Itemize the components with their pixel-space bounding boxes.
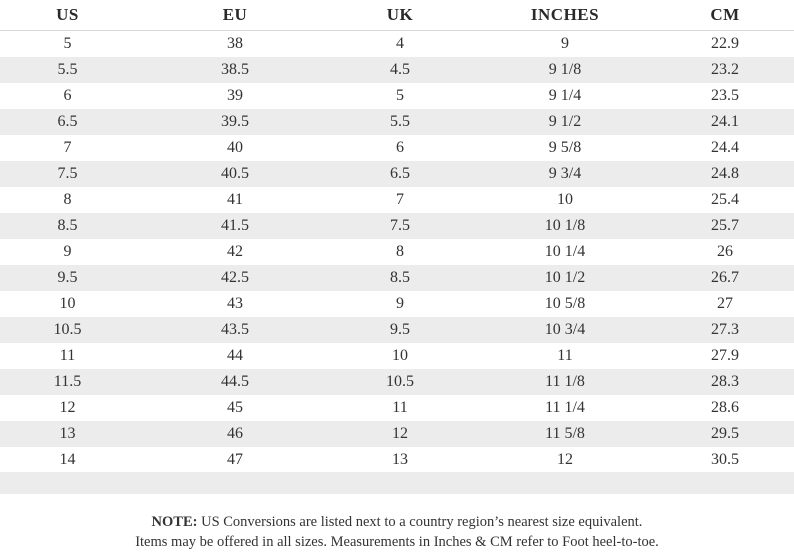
table-row [0,31,794,57]
cell-eu: 47 [227,451,243,468]
table-row [0,265,794,291]
cell-eu: 40 [227,139,243,156]
table-row [0,109,794,135]
cell-cm: 27 [717,295,733,312]
cell-cm: 29.5 [711,425,739,442]
cell-cm: 23.5 [711,87,739,104]
cell-us: 9.5 [57,269,78,286]
table-footer-band [0,472,794,494]
cell-eu: 41.5 [221,217,249,234]
table-row [0,317,794,343]
cell-cm: 24.4 [711,139,739,156]
cell-us: 10 [59,295,76,312]
cell-uk: 10.5 [386,373,414,390]
cell-cm: 24.8 [711,165,739,182]
cell-uk: 8 [396,243,404,260]
cell-uk: 10 [392,347,408,364]
table-row [0,421,794,447]
cell-uk: 4 [396,35,404,52]
cell-cm: 25.4 [711,191,739,208]
cell-cm: 26.7 [711,269,739,286]
cell-us: 11 [59,347,76,364]
cell-cm: 26 [717,243,733,260]
cell-uk: 7.5 [390,217,410,234]
header-uk: UK [386,5,414,24]
cell-inches: 10 1/8 [544,217,586,234]
cell-inches: 10 [557,191,573,208]
table-header-row [0,0,794,31]
cell-us: 8 [63,191,72,208]
table-row [0,161,794,187]
cell-uk: 8.5 [390,269,410,286]
cell-us: 11.5 [53,373,82,390]
cell-cm: 30.5 [711,451,739,468]
cell-uk: 9 [396,295,404,312]
header-inches: INCHES [530,5,600,24]
cell-eu: 42.5 [221,269,249,286]
cell-cm: 28.3 [711,373,739,390]
cell-cm: 22.9 [711,35,739,52]
cell-uk: 4.5 [390,61,410,78]
cell-uk: 7 [396,191,404,208]
cell-eu: 43.5 [221,321,249,338]
table-row [0,395,794,421]
cell-inches: 9 5/8 [548,139,582,156]
table-body [0,31,794,473]
cell-inches: 11 1/8 [545,373,585,390]
cell-uk: 11 [392,399,408,416]
table-row [0,447,794,473]
note-label: NOTE: [151,514,198,530]
cell-uk: 5.5 [390,113,410,130]
cell-inches: 9 1/8 [548,61,582,78]
cell-inches: 10 1/4 [544,243,586,260]
cell-us: 9 [63,243,72,260]
cell-cm: 24.1 [711,113,739,130]
cell-eu: 46 [227,425,243,442]
cell-us: 14 [59,451,76,468]
cell-cm: 23.2 [711,61,739,78]
cell-eu: 40.5 [221,165,249,182]
cell-inches: 10 5/8 [544,295,586,312]
cell-uk: 6 [396,139,404,156]
note-line-2: Items may be offered in all sizes. Measurements in Inches & CM refer to Foot heel-to-toe. [135,534,659,550]
cell-uk: 6.5 [390,165,410,182]
cell-inches: 10 1/2 [544,269,586,286]
cell-eu: 38 [227,35,243,52]
cell-eu: 41 [227,191,243,208]
cell-us: 5 [63,35,72,52]
table-row [0,343,794,369]
cell-eu: 43 [227,295,243,312]
cell-cm: 27.3 [711,321,739,338]
cell-cm: 25.7 [711,217,739,234]
cell-eu: 42 [227,243,243,260]
cell-inches: 9 [561,35,569,52]
header-eu: EU [222,5,248,24]
cell-eu: 44 [227,347,243,364]
cell-us: 12 [59,399,76,416]
cell-eu: 44.5 [221,373,249,390]
cell-uk: 9.5 [390,321,410,338]
header-cm: CM [710,5,740,24]
cell-inches: 11 1/4 [545,399,585,416]
cell-inches: 11 [557,347,573,364]
cell-uk: 12 [392,425,408,442]
table-row [0,291,794,317]
cell-inches: 10 3/4 [544,321,586,338]
cell-uk: 13 [392,451,408,468]
header-us: US [56,5,79,24]
cell-us: 6.5 [57,113,78,130]
cell-eu: 39.5 [221,113,249,130]
cell-inches: 11 5/8 [545,425,585,442]
cell-inches: 12 [557,451,573,468]
cell-eu: 38.5 [221,61,249,78]
cell-us: 8.5 [57,217,78,234]
cell-us: 6 [63,87,72,104]
size-note [0,512,794,552]
note-line-1 [0,512,794,532]
table-row [0,187,794,213]
cell-cm: 27.9 [711,347,739,364]
cell-inches: 9 1/4 [548,87,582,104]
cell-inches: 9 3/4 [548,165,582,182]
table-row [0,83,794,109]
cell-eu: 39 [227,87,243,104]
cell-inches: 9 1/2 [548,113,582,130]
cell-uk: 5 [396,87,404,104]
cell-us: 13 [59,425,76,442]
cell-us: 10.5 [53,321,82,338]
table-row [0,57,794,83]
table-row [0,369,794,395]
cell-us: 7 [63,139,72,156]
table-row [0,213,794,239]
cell-eu: 45 [227,399,243,416]
cell-us: 5.5 [57,61,78,78]
cell-us: 7.5 [57,165,78,182]
table-row [0,135,794,161]
note-text-1: US Conversions are listed next to a country region’s nearest size equivalent. [197,514,643,530]
cell-cm: 28.6 [711,399,739,416]
table-row [0,239,794,265]
